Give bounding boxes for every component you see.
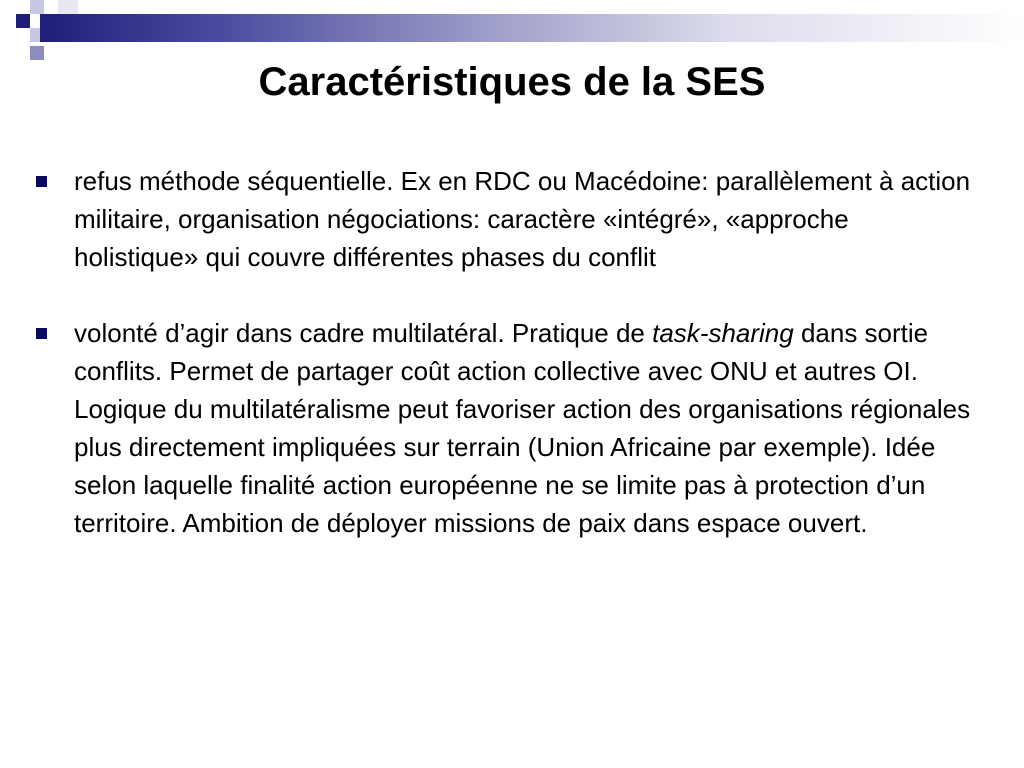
decor-square [30, 0, 44, 14]
decor-square [0, 28, 14, 42]
bullet-text [74, 318, 970, 538]
bullet-text-part: volonté d’agir dans cadre multilatéral. Pratique de [74, 318, 653, 348]
header-gradient-bar [40, 14, 1024, 42]
square-bullet-icon [36, 328, 47, 339]
square-bullet-icon [36, 176, 47, 187]
decor-square [58, 0, 78, 14]
decor-square [16, 14, 30, 28]
bullet-item [36, 314, 976, 542]
bullet-text: refus méthode séquentielle. Ex en RDC ou Macédoine: parallèlement à action militaire, organisation négociations: caractère «intégré», «approche holistique» qui couvre différentes phases du conflit [74, 166, 971, 272]
bullet-list [36, 162, 976, 542]
slide-title: Caractéristiques de la SES [258, 60, 766, 104]
bullet-item [36, 162, 976, 276]
bullet-text-part: dans sortie conflits. Permet de partager coût action collective avec ONU et autres OI. Logique du multilatéralisme peut favoriser action des organisations régionales plus directement impliquées sur terrain (Union Africaine par exemple). Idée selon laquelle finalité action européenne ne se limite pas à protection d’un territoire. Ambition de déployer missions de paix dans espace ouvert. [74, 318, 971, 538]
bullet-text-italic: task-sharing [652, 318, 794, 348]
